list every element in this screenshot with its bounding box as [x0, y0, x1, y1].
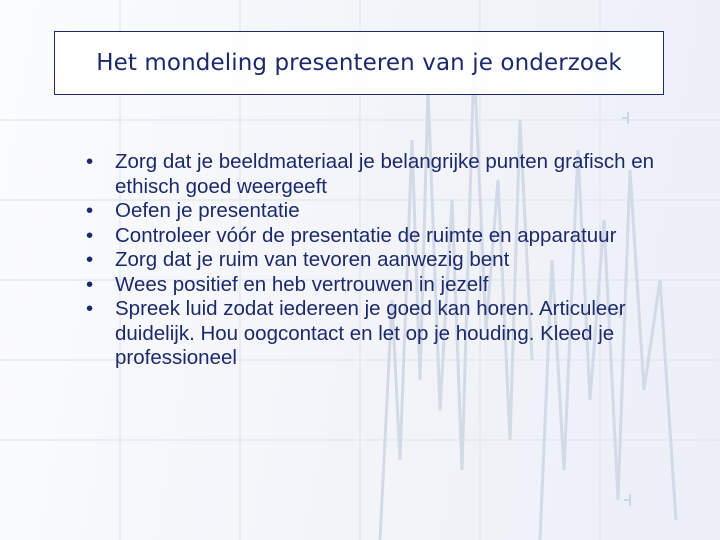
bullet-icon: • [86, 150, 94, 173]
bullet-icon: • [86, 272, 94, 296]
bullet-text: Spreek luid zodat iedereen je goed kan horen. Articuleer duidelijk. Hou oogcontact en let op je houding. Kleed je professioneel [115, 297, 626, 369]
bullet-text: Zorg dat je ruim van tevoren aanwezig bent [115, 248, 510, 271]
bullet-list [84, 150, 674, 371]
bullet-item [84, 199, 674, 224]
bullet-icon: • [86, 199, 94, 222]
bullet-item [84, 224, 674, 249]
bullet-item [84, 150, 674, 199]
bullet-item [84, 248, 674, 273]
bullet-icon: • [86, 223, 94, 247]
slide-title: Het mondeling presenteren van je onderzoek [96, 50, 622, 76]
bullet-item [84, 297, 674, 371]
bullet-text: Controleer vóór de presentatie de ruimte en apparatuur [115, 223, 617, 247]
bullet-text: Oefen je presentatie [115, 199, 300, 222]
bullet-text: Wees positief en heb vertrouwen in jezelf [115, 272, 489, 296]
bullet-text: Zorg dat je beeldmateriaal je belangrijke punten grafisch en ethisch goed weergeeft [115, 150, 655, 198]
bullet-icon: • [86, 248, 94, 271]
bullet-item [84, 273, 674, 298]
bullet-icon: • [86, 297, 94, 320]
title-box [54, 31, 664, 95]
